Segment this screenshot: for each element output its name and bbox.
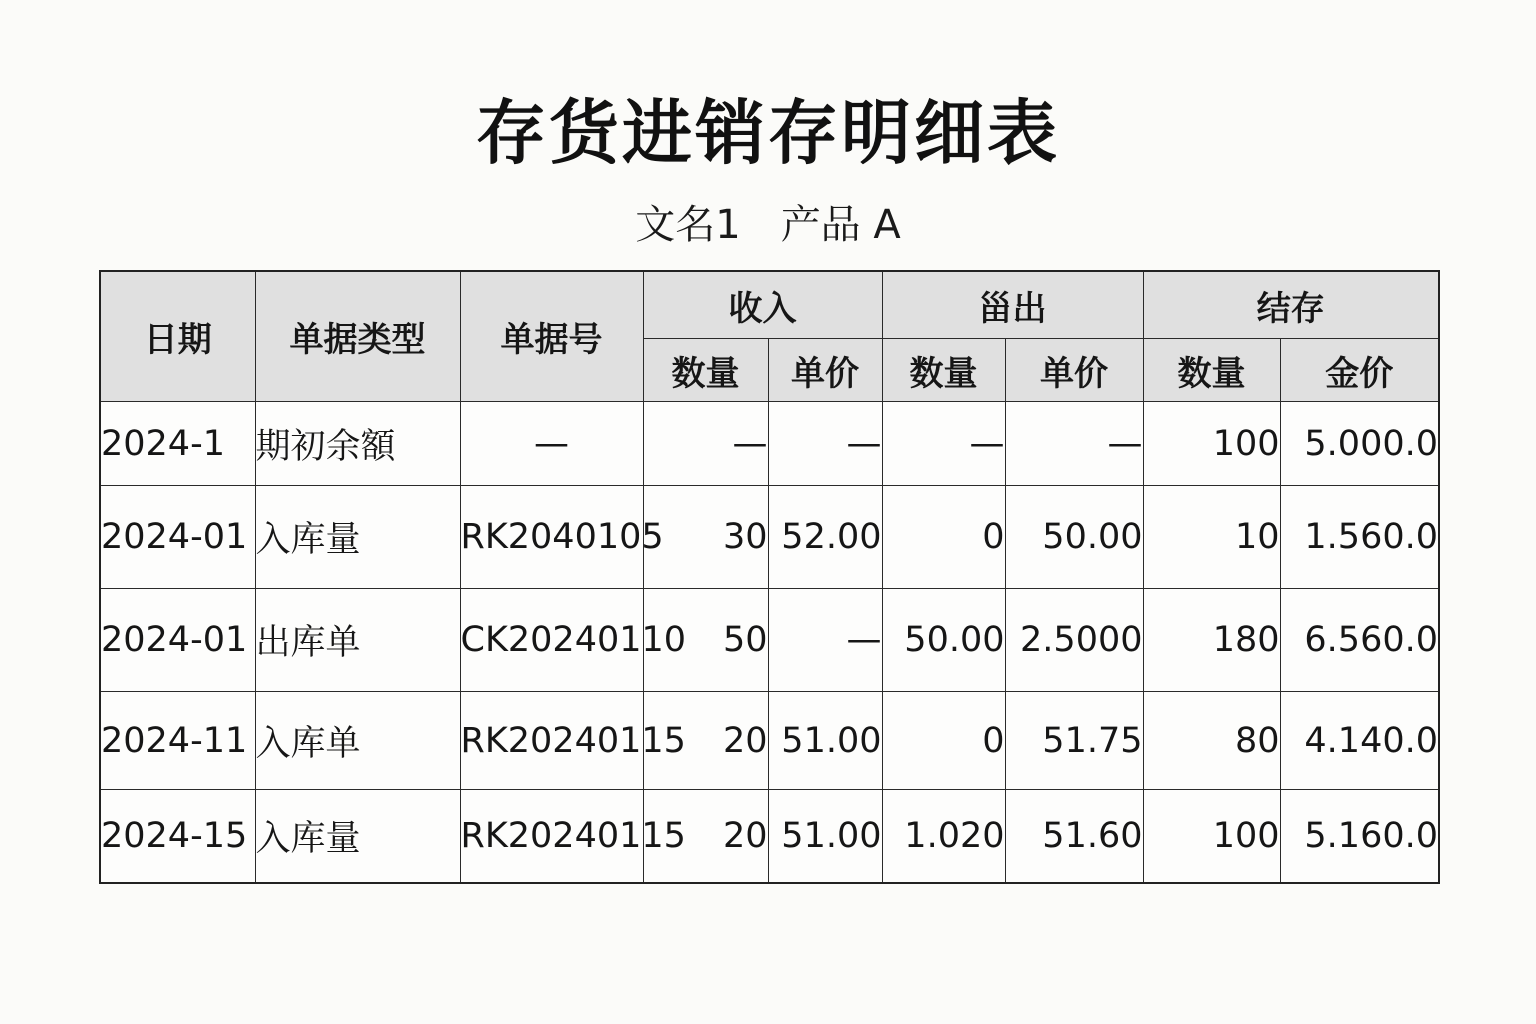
header-income-price: 单价 bbox=[768, 339, 882, 402]
inventory-ledger-table bbox=[99, 270, 1440, 884]
cell-outgo-price: 2.5000 bbox=[1005, 589, 1143, 692]
cell-income-qty: — bbox=[643, 402, 768, 486]
cell-outgo-price: — bbox=[1005, 402, 1143, 486]
cell-income-qty: 50 bbox=[643, 589, 768, 692]
cell-balance-qty: 180 bbox=[1143, 589, 1280, 692]
table-row bbox=[100, 486, 1439, 589]
cell-outgo-qty: 50.00 bbox=[882, 589, 1005, 692]
cell-income-price: 51.00 bbox=[768, 692, 882, 790]
cell-outgo-qty: 1.020 bbox=[882, 790, 1005, 884]
cell-doc-type: 期初余額 bbox=[255, 402, 460, 486]
header-outgo-qty: 数量 bbox=[882, 339, 1005, 402]
header-outgo-price: 单价 bbox=[1005, 339, 1143, 402]
cell-date: 2024-01 bbox=[100, 589, 255, 692]
header-outgo: 甾出 bbox=[882, 271, 1143, 339]
cell-doc-type: 入库量 bbox=[255, 486, 460, 589]
table-row bbox=[100, 589, 1439, 692]
cell-balance-qty: 10 bbox=[1143, 486, 1280, 589]
cell-date: 2024-01 bbox=[100, 486, 255, 589]
cell-doc-no: RK2040105 bbox=[460, 486, 643, 589]
product-label: 产品 A bbox=[780, 202, 901, 248]
cell-doc-type: 出库单 bbox=[255, 589, 460, 692]
file-name-label: 文名1 bbox=[635, 202, 741, 248]
cell-balance-amount: 6.560.0 bbox=[1280, 589, 1439, 692]
cell-outgo-qty: — bbox=[882, 402, 1005, 486]
cell-income-price: — bbox=[768, 589, 882, 692]
table-row bbox=[100, 692, 1439, 790]
cell-date: 2024-1 bbox=[100, 402, 255, 486]
cell-balance-amount: 1.560.0 bbox=[1280, 486, 1439, 589]
cell-doc-type: 入库量 bbox=[255, 790, 460, 884]
cell-balance-qty: 100 bbox=[1143, 790, 1280, 884]
cell-income-price: 51.00 bbox=[768, 790, 882, 884]
cell-balance-amount: 4.140.0 bbox=[1280, 692, 1439, 790]
header-date: 日期 bbox=[100, 271, 255, 402]
cell-outgo-price: 51.60 bbox=[1005, 790, 1143, 884]
cell-outgo-qty: 0 bbox=[882, 486, 1005, 589]
cell-income-qty: 20 bbox=[643, 692, 768, 790]
cell-doc-no: RK20240115 bbox=[460, 692, 643, 790]
cell-outgo-qty: 0 bbox=[882, 692, 1005, 790]
page-title: 存货进销存明细表 bbox=[476, 92, 1060, 174]
cell-income-qty: 20 bbox=[643, 790, 768, 884]
cell-balance-qty: 100 bbox=[1143, 402, 1280, 486]
cell-income-qty: 30 bbox=[643, 486, 768, 589]
table-header-row bbox=[100, 271, 1439, 339]
cell-income-price: — bbox=[768, 402, 882, 486]
cell-outgo-price: 50.00 bbox=[1005, 486, 1143, 589]
cell-date: 2024-11 bbox=[100, 692, 255, 790]
table-row bbox=[100, 402, 1439, 486]
cell-doc-no: — bbox=[460, 402, 643, 486]
page-subtitle bbox=[0, 198, 1536, 252]
header-income-qty: 数量 bbox=[643, 339, 768, 402]
table-row bbox=[100, 790, 1439, 884]
cell-balance-qty: 80 bbox=[1143, 692, 1280, 790]
header-balance: 结存 bbox=[1143, 271, 1439, 339]
header-balance-qty: 数量 bbox=[1143, 339, 1280, 402]
cell-doc-no: CK20240110 bbox=[460, 589, 643, 692]
cell-doc-no: RK20240115 bbox=[460, 790, 643, 884]
header-doc-type: 单据类型 bbox=[255, 271, 460, 402]
cell-date: 2024-15 bbox=[100, 790, 255, 884]
cell-balance-amount: 5.000.0 bbox=[1280, 402, 1439, 486]
header-doc-no: 单据号 bbox=[460, 271, 643, 402]
cell-doc-type: 入库单 bbox=[255, 692, 460, 790]
cell-outgo-price: 51.75 bbox=[1005, 692, 1143, 790]
header-balance-amount: 金价 bbox=[1280, 339, 1439, 402]
header-income: 收入 bbox=[643, 271, 882, 339]
cell-income-price: 52.00 bbox=[768, 486, 882, 589]
cell-balance-amount: 5.160.0 bbox=[1280, 790, 1439, 884]
